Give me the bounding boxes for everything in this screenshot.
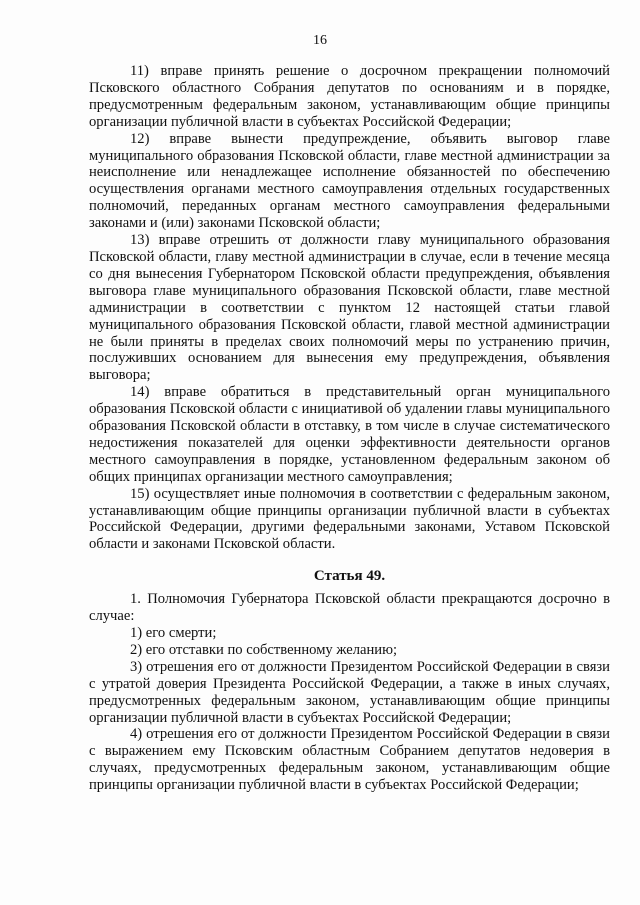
article-item-3: 3) отрешения его от должности Президентом Российской Федерации в связи с утратой доверия Президента Российской Федерации, а также в иных случаях, предусмотренных федеральным законом, устанавливающим общие принципы организации публичной власти в субъектах Российской Федерации;	[89, 658, 610, 726]
page-number: 16	[313, 33, 327, 48]
document-body	[89, 63, 610, 794]
article-item-4: 4) отрешения его от должности Президентом Российской Федерации в связи с выражением ему Псковским областным Собранием депутатов недоверия в случаях, предусмотренных федеральным законом, устанавливающим общие принципы организации публичной власти в субъектах Российской Федерации;	[89, 726, 610, 794]
paragraph-item-13: 13) вправе отрешить от должности главу муниципального образования Псковской области, главу местной администрации в случае, если в течение месяца со дня вынесения Губернатором Псковской области предупреждения, объявления выговора главе муниципального образования Псковской области, главе местной администрации в соответствии с пунктом 12 настоящей статьи главой муниципального образования Псковской области, главой местной администрации не были приняты в пределах своих полномочий меры по устранению причин, послуживших основанием для вынесения ему предупреждения, объявления выговора;	[89, 232, 610, 384]
article-heading: Статья 49.	[313, 568, 386, 585]
paragraph-item-14: 14) вправе обратиться в представительный орган муниципального образования Псковской области с инициативой об удалении главы муниципального образования Псковской области в отставку, в том числе в случае систематического недостижения показателей для оценки эффективности деятельности органов местного самоуправления в порядке, установленном федеральным законом об общих принципах организации местного самоуправления;	[89, 384, 610, 485]
article-paragraph-1: 1. Полномочия Губернатора Псковской области прекращаются досрочно в случае:	[89, 591, 610, 625]
paragraph-item-15: 15) осуществляет иные полномочия в соответствии с федеральным законом, устанавливающим общие принципы организации публичной власти в субъектах Российской Федерации, другими федеральными законами, Уставом Псковской области и законами Псковской области.	[89, 485, 610, 553]
paragraph-item-11: 11) вправе принять решение о досрочном прекращении полномочий Псковского областного Собрания депутатов по основаниям и в порядке, предусмотренным федеральным законом, устанавливающим общие принципы организации публичной власти в субъектах Российской Федерации;	[89, 63, 610, 130]
article-item-2: 2) его отставки по собственному желанию;	[130, 641, 398, 658]
paragraph-item-12: 12) вправе вынести предупреждение, объявить выговор главе муниципального образования Псковской области, главе местной администрации за неисполнение или ненадлежащее исполнение обязанностей по обеспечению осуществления органами местного самоуправления отдельных государственных полномочий, переданных органам местного самоуправления федеральными законами и (или) законами Псковской области;	[89, 130, 610, 232]
article-item-1: 1) его смерти;	[130, 625, 217, 641]
